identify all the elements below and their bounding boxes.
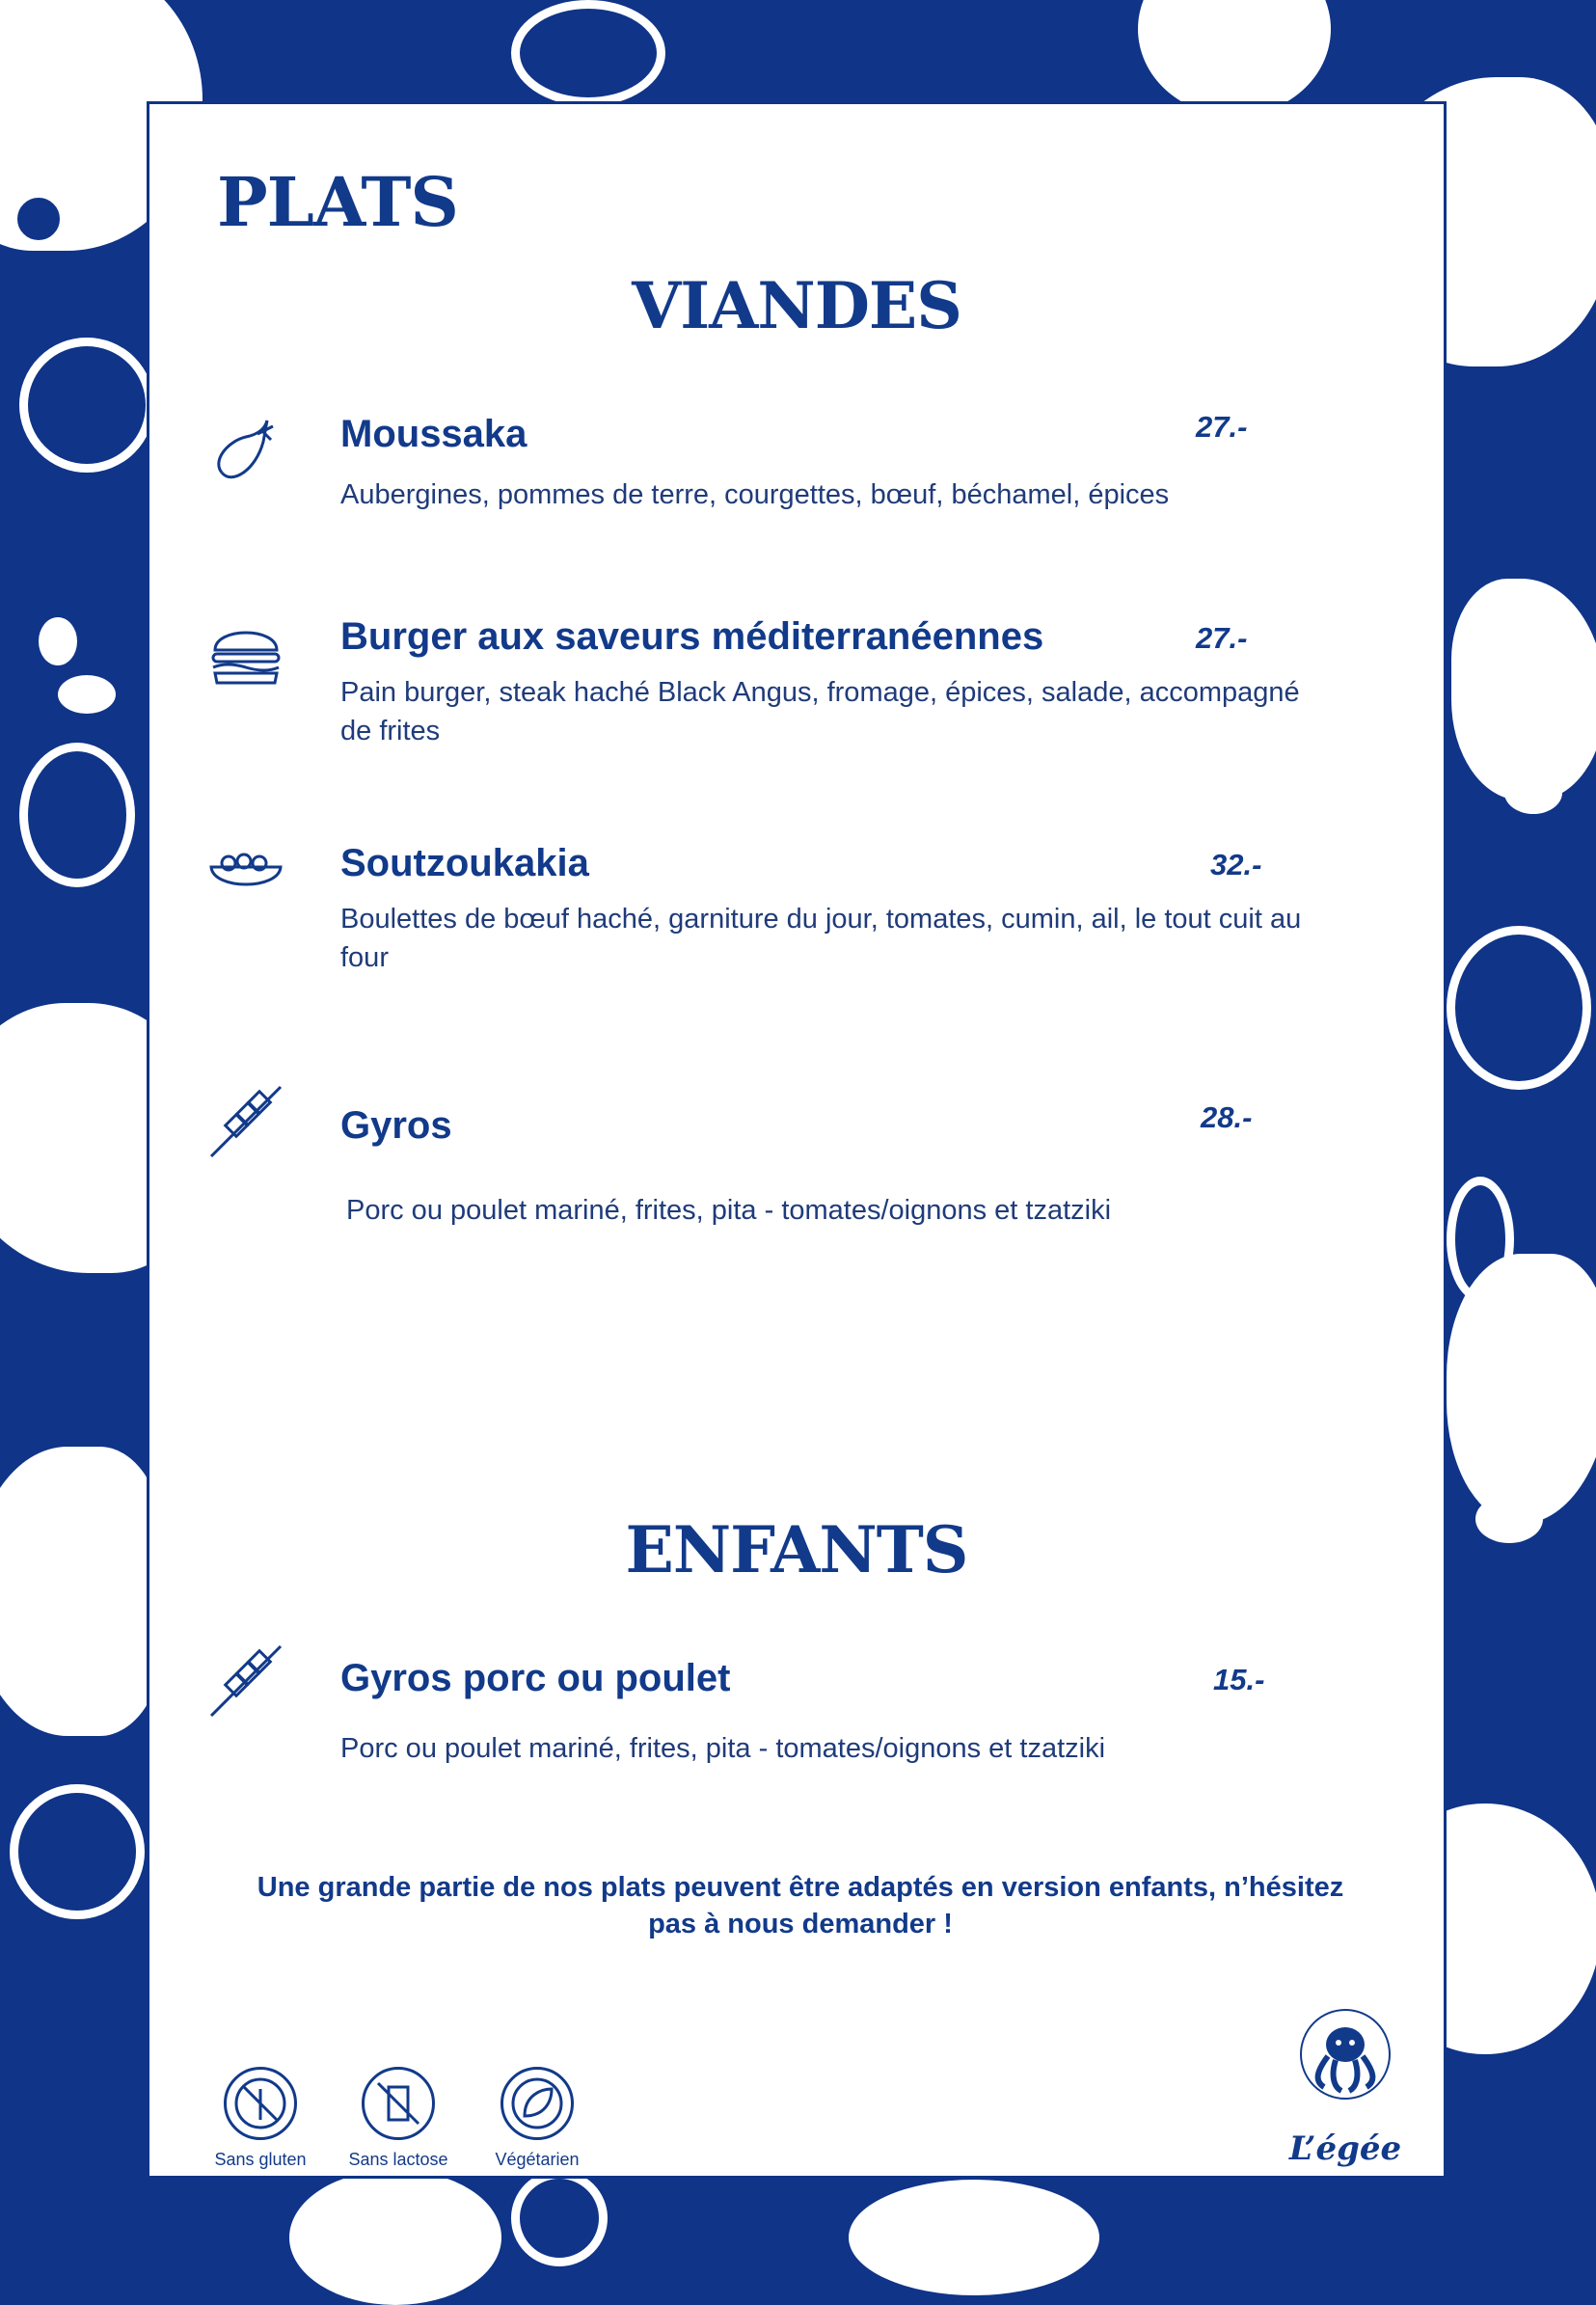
restaurant-logo — [1278, 1994, 1413, 2168]
legend-item-vegetarien — [470, 2067, 605, 2170]
legend-label: Sans gluten — [214, 2150, 307, 2169]
legend-item-sans-gluten — [193, 2067, 328, 2170]
dish-price: 32.- — [1210, 848, 1262, 881]
no-lactose-icon — [362, 2067, 435, 2140]
section-title-enfants: ENFANTS — [625, 1512, 968, 1587]
dish-price: 15.- — [1213, 1663, 1265, 1696]
logo-name: L’égée — [1288, 2129, 1402, 2168]
no-gluten-icon — [224, 2067, 297, 2140]
dish-name: Gyros porc ou poulet — [340, 1657, 731, 1699]
dish-description: Aubergines, pommes de terre, courgettes, bœuf, béchamel, épices — [340, 479, 1170, 510]
dish-name: Moussaka — [340, 413, 527, 455]
dish-name: Burger aux saveurs méditerranéennes — [340, 615, 1044, 658]
dish-price: 28.- — [1201, 1100, 1253, 1134]
dish-description: Pain burger, steak haché Black Angus, fromage, épices, salade, accompagné de frites — [340, 677, 1300, 746]
legend-label: Sans lactose — [348, 2150, 448, 2169]
dish-name: Gyros — [340, 1104, 452, 1147]
dish-price: 27.- — [1196, 621, 1248, 655]
dish-name: Soutzoukakia — [340, 842, 589, 884]
dish-description: Boulettes de bœuf haché, garniture du jour, tomates, cumin, ail, le tout cuit au four — [340, 904, 1302, 973]
bowl-icon — [207, 842, 284, 919]
menu-card — [147, 101, 1447, 2179]
dish-description: Porc ou poulet mariné, frites, pita - tomates/oignons et tzatziki — [346, 1195, 1112, 1226]
section-title-viandes: VIANDES — [632, 268, 961, 343]
legend-label: Végétarien — [495, 2150, 580, 2169]
eggplant-icon — [207, 413, 284, 490]
dish-price: 27.- — [1196, 410, 1248, 444]
dish-description: Porc ou poulet mariné, frites, pita - tomates/oignons et tzatziki — [340, 1733, 1106, 1764]
skewer-icon — [207, 1642, 284, 1720]
page-title: PLATS — [217, 162, 458, 242]
kids-note: Une grande partie de nos plats peuvent être adaptés en version enfants, n’hésitez pas à nous demander ! — [257, 1872, 1344, 1939]
skewer-icon — [207, 1083, 284, 1160]
leaf-icon — [500, 2067, 574, 2140]
legend-item-sans-lactose — [331, 2067, 466, 2170]
burger-icon — [207, 615, 284, 692]
